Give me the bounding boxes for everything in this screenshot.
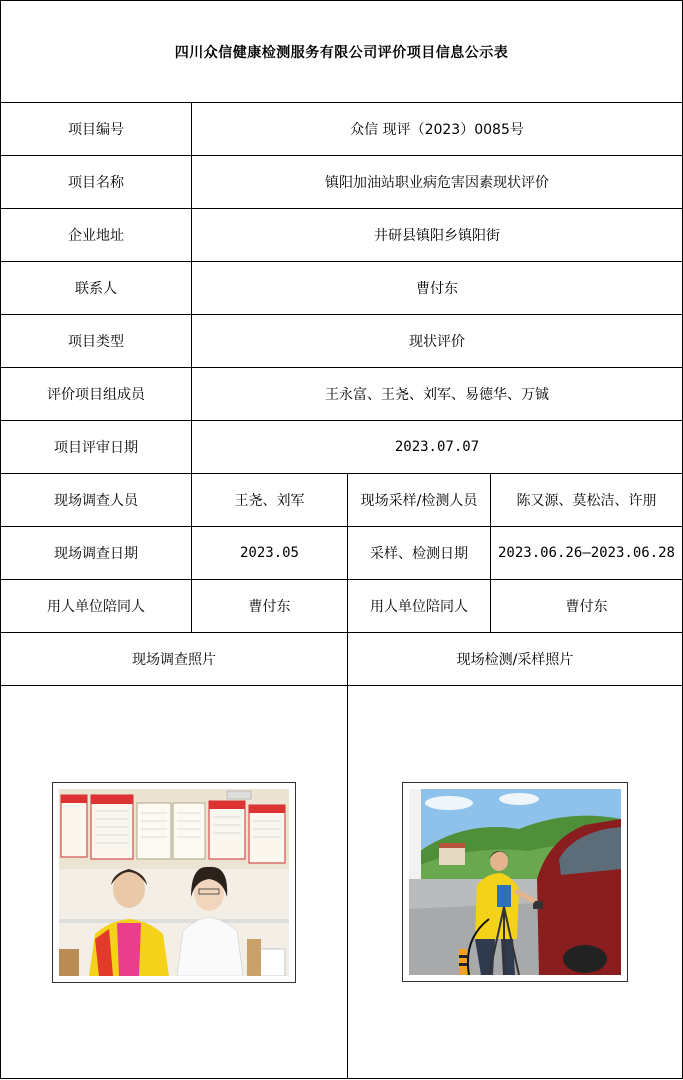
survey-staff-label: 现场调查人员 (1, 474, 192, 527)
project-type-value: 现状评价 (192, 315, 683, 368)
contact-label: 联系人 (1, 262, 192, 315)
contact-value: 曹付东 (192, 262, 683, 315)
survey-staff-value: 王尧、刘军 (192, 474, 348, 527)
page-title: 四川众信健康检测服务有限公司评价项目信息公示表 (1, 1, 683, 103)
review-date-label: 项目评审日期 (1, 421, 192, 474)
survey-photo (52, 782, 296, 983)
project-name-value: 镇阳加油站职业病危害因素现状评价 (192, 156, 683, 209)
accompany-label-2: 用人单位陪同人 (348, 580, 491, 633)
sampling-date-label: 采样、检测日期 (348, 527, 491, 580)
address-label: 企业地址 (1, 209, 192, 262)
sampling-staff-value: 陈又源、莫松洁、许朋 (491, 474, 683, 527)
sampling-staff-label: 现场采样/检测人员 (348, 474, 491, 527)
sampling-photo-image (409, 789, 621, 975)
project-type-label: 项目类型 (1, 315, 192, 368)
sampling-photo-cell (348, 686, 683, 1079)
accompany-label: 用人单位陪同人 (1, 580, 192, 633)
survey-photo-image (59, 789, 289, 976)
members-value: 王永富、王尧、刘军、易德华、万铖 (192, 368, 683, 421)
members-label: 评价项目组成员 (1, 368, 192, 421)
project-no-value: 众信 现评（2023）0085号 (192, 103, 683, 156)
accompany-value-2: 曹付东 (491, 580, 683, 633)
sampling-photo (402, 782, 628, 982)
survey-date-label: 现场调查日期 (1, 527, 192, 580)
sampling-date-value: 2023.06.26—2023.06.28 (491, 527, 683, 580)
survey-date-value: 2023.05 (192, 527, 348, 580)
project-name-label: 项目名称 (1, 156, 192, 209)
accompany-value: 曹付东 (192, 580, 348, 633)
sampling-photo-label: 现场检测/采样照片 (348, 633, 683, 686)
review-date-value: 2023.07.07 (192, 421, 683, 474)
project-no-label: 项目编号 (1, 103, 192, 156)
address-value: 井研县镇阳乡镇阳街 (192, 209, 683, 262)
survey-photo-cell (1, 686, 348, 1079)
survey-photo-label: 现场调查照片 (1, 633, 348, 686)
